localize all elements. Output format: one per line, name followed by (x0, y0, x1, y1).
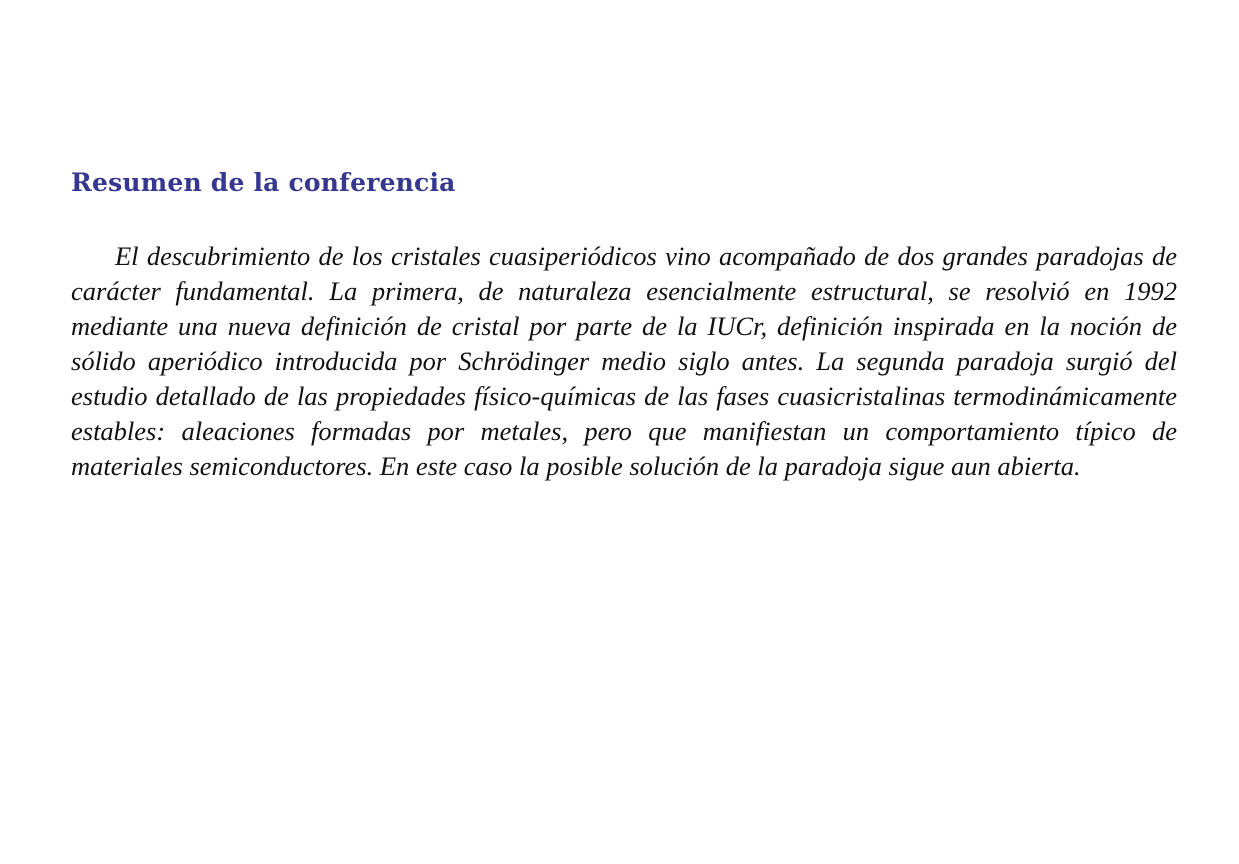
document-page (71, 164, 1177, 484)
section-heading: Resumen de la conferencia (71, 168, 456, 197)
abstract-paragraph: El descubrimiento de los cristales cuasiperiódicos vino acompañado de dos grandes paradojas de carácter fundamental. La primera, de naturaleza esencialmente estructural, se resolvió en 1992 mediante una nueva definición de cristal por parte de la IUCr, definición inspirada en la noción de sólido aperiódico introducida por Schrödinger medio siglo antes. La segunda paradoja surgió del estudio detallado de las propiedades físico-químicas de las fases cuasicristalinas termodinámicamente estables: aleaciones formadas por metales, pero que manifiestan un comportamiento típico de materiales semiconductores. En este caso la posible solución de la paradoja sigue aun abierta. (71, 241, 1177, 481)
